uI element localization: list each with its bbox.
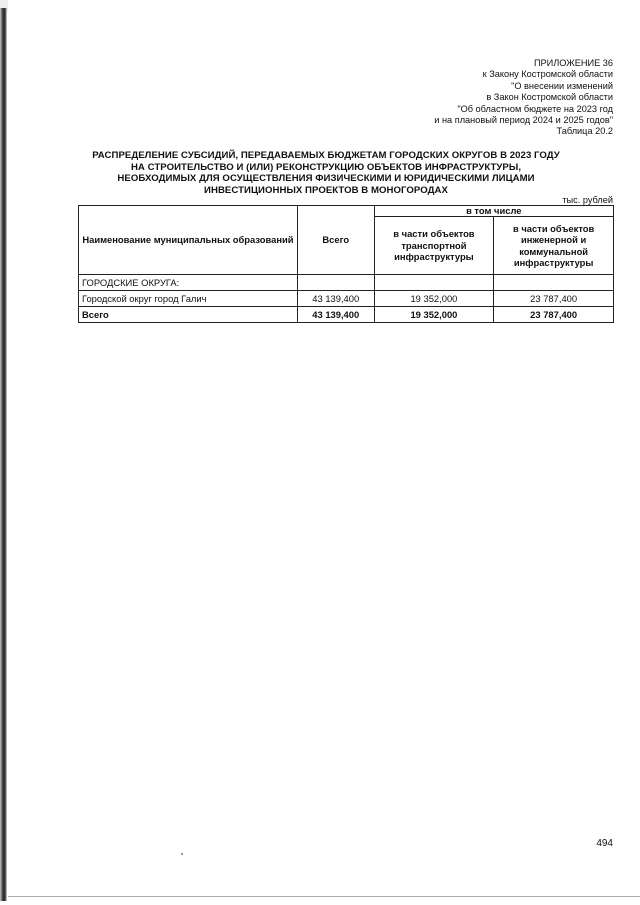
document-title: РАСПРЕДЕЛЕНИЕ СУБСИДИЙ, ПЕРЕДАВАЕМЫХ БЮДЖЕТАМ ГОРОДСКИХ ОКРУГОВ В 2023 ГОДУ НА СТРОИТЕЛЬСТВО И (ИЛИ) РЕКОНСТРУКЦИЮ ОБЪЕКТОВ ИНФРАСТРУКТУРЫ, НЕОБХОДИМЫХ ДЛЯ ОСУЩЕСТВЛЕНИЯ ФИЗИЧЕСКИМИ И ЮРИДИЧЕСКИМИ ЛИЦАМИ ИНВЕСТИЦИОННЫХ ПРОЕКТОВ В МОНОГОРОДАХ (92, 150, 560, 196)
appendix-line: ПРИЛОЖЕНИЕ 36 (533, 58, 613, 68)
total-row-transport: 19 352,000 (374, 307, 494, 323)
total-row-engineering: 23 787,400 (494, 307, 614, 323)
row-engineering: 23 787,400 (494, 291, 614, 307)
appendix-line: в Закон Костромской области (486, 92, 613, 103)
header-total: Всего (297, 206, 374, 275)
table-row-total (79, 307, 614, 323)
empty-cell (494, 275, 614, 291)
row-name: Городской округ город Галич (79, 291, 298, 307)
header-including: в том числе (374, 206, 613, 217)
section-label: ГОРОДСКИЕ ОКРУГА: (79, 275, 298, 291)
appendix-line: "Об областном бюджете на 2023 год (457, 103, 613, 114)
subsidy-table (78, 205, 614, 323)
row-total: 43 139,400 (297, 291, 374, 307)
scan-edge-left (0, 8, 7, 901)
header-name: Наименование муниципальных образований (79, 206, 298, 275)
table-row (79, 291, 614, 307)
empty-cell (297, 275, 374, 291)
appendix-line: и на плановый период 2024 и 2025 годов" (434, 115, 613, 126)
unit-label: тыс. рублей (562, 195, 613, 205)
total-row-name: Всего (79, 307, 298, 323)
appendix-line: к Закону Костромской области (482, 69, 613, 80)
appendix-line: "О внесении изменений (511, 80, 613, 91)
row-transport: 19 352,000 (374, 291, 494, 307)
scan-bottom-edge (8, 896, 640, 897)
empty-cell (374, 275, 494, 291)
header-engineering: в части объектов инженерной и коммунальной инфраструктуры (494, 217, 614, 275)
header-transport: в части объектов транспортной инфраструктуры (374, 217, 494, 275)
total-row-total: 43 139,400 (297, 307, 374, 323)
table-number: Таблица 20.2 (556, 126, 613, 137)
appendix-block (253, 58, 613, 138)
table-row-section (79, 275, 614, 291)
scan-speck (181, 853, 183, 855)
page-number: 494 (596, 838, 613, 849)
